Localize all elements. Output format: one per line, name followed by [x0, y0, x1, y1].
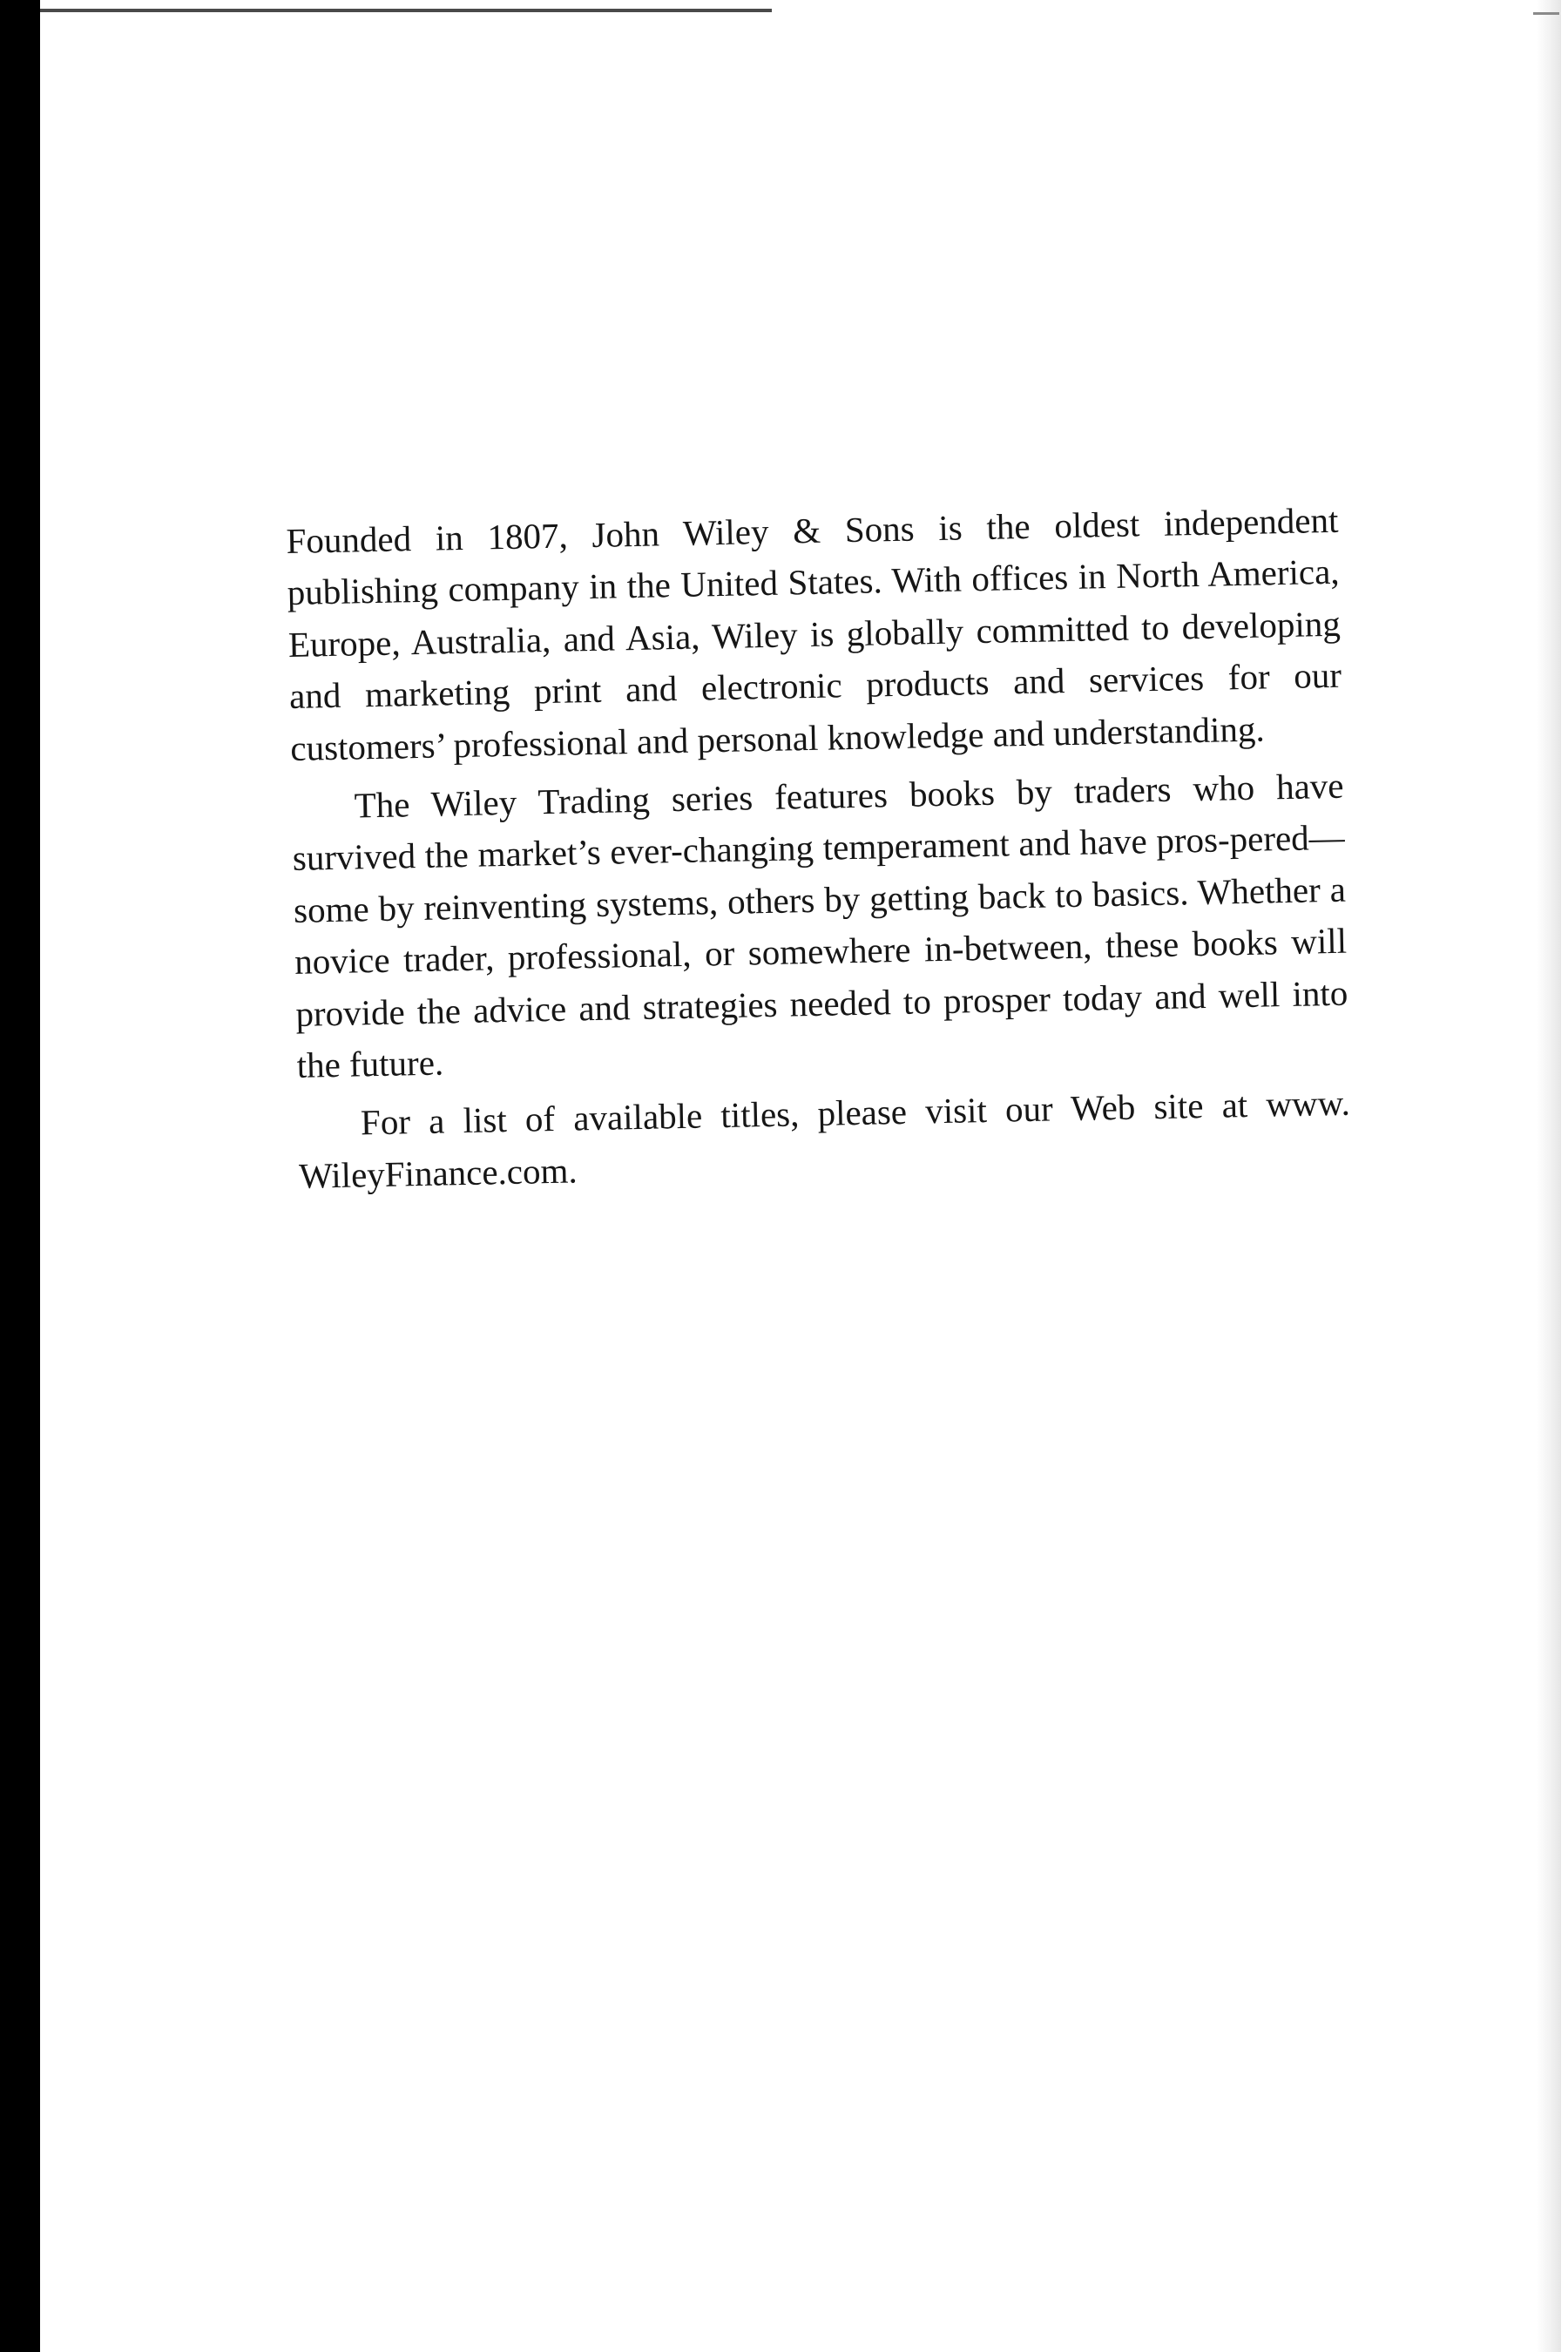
paragraph-about-wiley: Founded in 1807, John Wiley & Sons is the oldest independent publishing company in the United States. With offices in North America, Europe, Australia, and Asia, Wiley is globally committed to developing and marketing print and electronic products and services for our customers’ professional and personal knowledge and understanding. — [286, 499, 1342, 768]
scan-top-edge — [40, 9, 772, 12]
paragraph-trading-series: The Wiley Trading series features books by traders who have survived the market’s ever-changing temperament and have pros-pered—some by reinventing systems, others by getting back to basics. Whether a novice trader, professional, or somewhere in-between, these books will provide the advice and strategies needed to prosper today and well into the future. — [292, 765, 1348, 1085]
paragraph-website: For a list of available titles, please visit our Web site at www. WileyFinance.com. — [298, 1083, 1351, 1196]
scan-corner-mark — [1533, 12, 1559, 15]
scan-binding-edge — [0, 0, 40, 2352]
scan-right-edge — [1537, 0, 1561, 2352]
publisher-statement — [286, 495, 1352, 1209]
